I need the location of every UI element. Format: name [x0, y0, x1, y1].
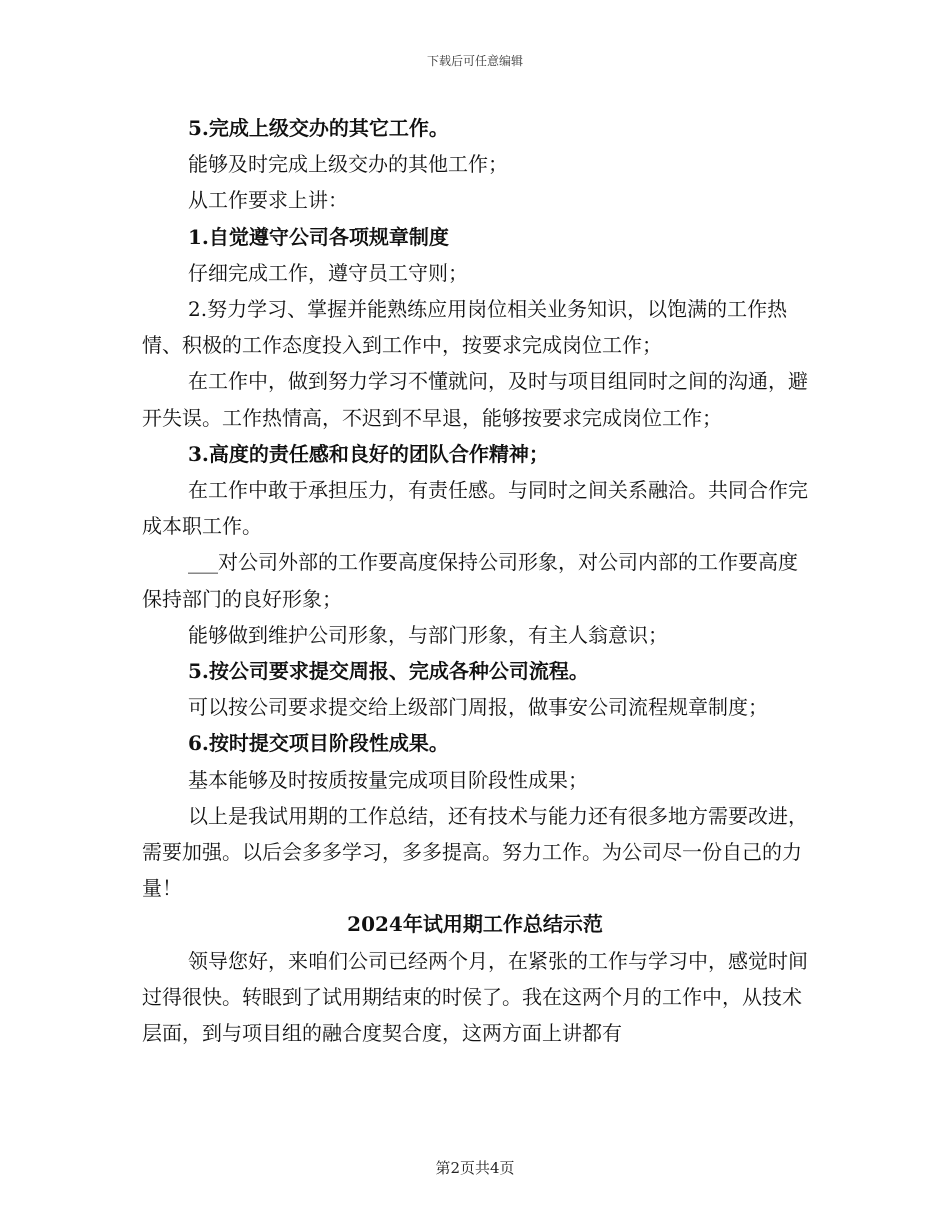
paragraph-heading: 6.按时提交项目阶段性成果。 — [188, 731, 449, 756]
page-header: 下载后可任意编辑 — [426, 54, 523, 68]
paragraph: 能够及时完成上级交办的其他工作； — [188, 152, 508, 177]
paragraph: 以上是我试用期的工作总结，还有技术与能力还有很多地方需要改进，需要加强。以后会多多学习，多多提高。努力工作。为公司尽一份自己的力量！ — [142, 803, 808, 901]
paragraph: 能够做到维护公司形象，与部门形象，有主人翁意识； — [188, 622, 668, 647]
paragraph-heading: 5.完成上级交办的其它工作。 — [188, 116, 449, 140]
paragraph: 可以按公司要求提交给上级部门周报，做事安公司流程规章制度； — [188, 695, 768, 720]
page-footer: 第2页共4页 — [435, 1159, 515, 1177]
paragraph: 在工作中，做到努力学习不懂就问，及时与项目组同时之间的沟通，避开失误。工作热情高，不迟到不早退，能够按要求完成岗位工作； — [142, 369, 808, 430]
paragraph-heading: 5.按公司要求提交周报、完成各种公司流程。 — [188, 659, 589, 684]
paragraph: 在工作中敢于承担压力，有责任感。与同时之间关系融洽。共同合作完成本职工作。 — [142, 478, 808, 539]
paragraph: ___对公司外部的工作要高度保持公司形象，对公司内部的工作要高度保持部门的良好形象； — [142, 550, 798, 611]
section-title: 2024年试用期工作总结示范 — [347, 912, 603, 937]
paragraph: 2.努力学习、掌握并能熟练应用岗位相关业务知识，以饱满的工作热情、积极的工作态度投入到工作中，按要求完成岗位工作； — [142, 297, 788, 358]
paragraph-heading: 3.高度的责任感和良好的团队合作精神； — [188, 441, 549, 466]
paragraph: 基本能够及时按质按量完成项目阶段性成果； — [188, 767, 588, 792]
paragraph: 仔细完成工作，遵守员工守则； — [188, 260, 468, 285]
paragraph: 领导您好，来咱们公司已经两个月，在紧张的工作与学习中，感觉时间过得很快。转眼到了试用期结束的时侯了。我在这两个月的工作中，从技术层面，到与项目组的融合度契合度，这两方面上讲都有 — [142, 948, 808, 1046]
document-body — [142, 110, 808, 1051]
paragraph-heading: 1.自觉遵守公司各项规章制度 — [188, 224, 449, 249]
paragraph: 从工作要求上讲： — [188, 188, 348, 213]
